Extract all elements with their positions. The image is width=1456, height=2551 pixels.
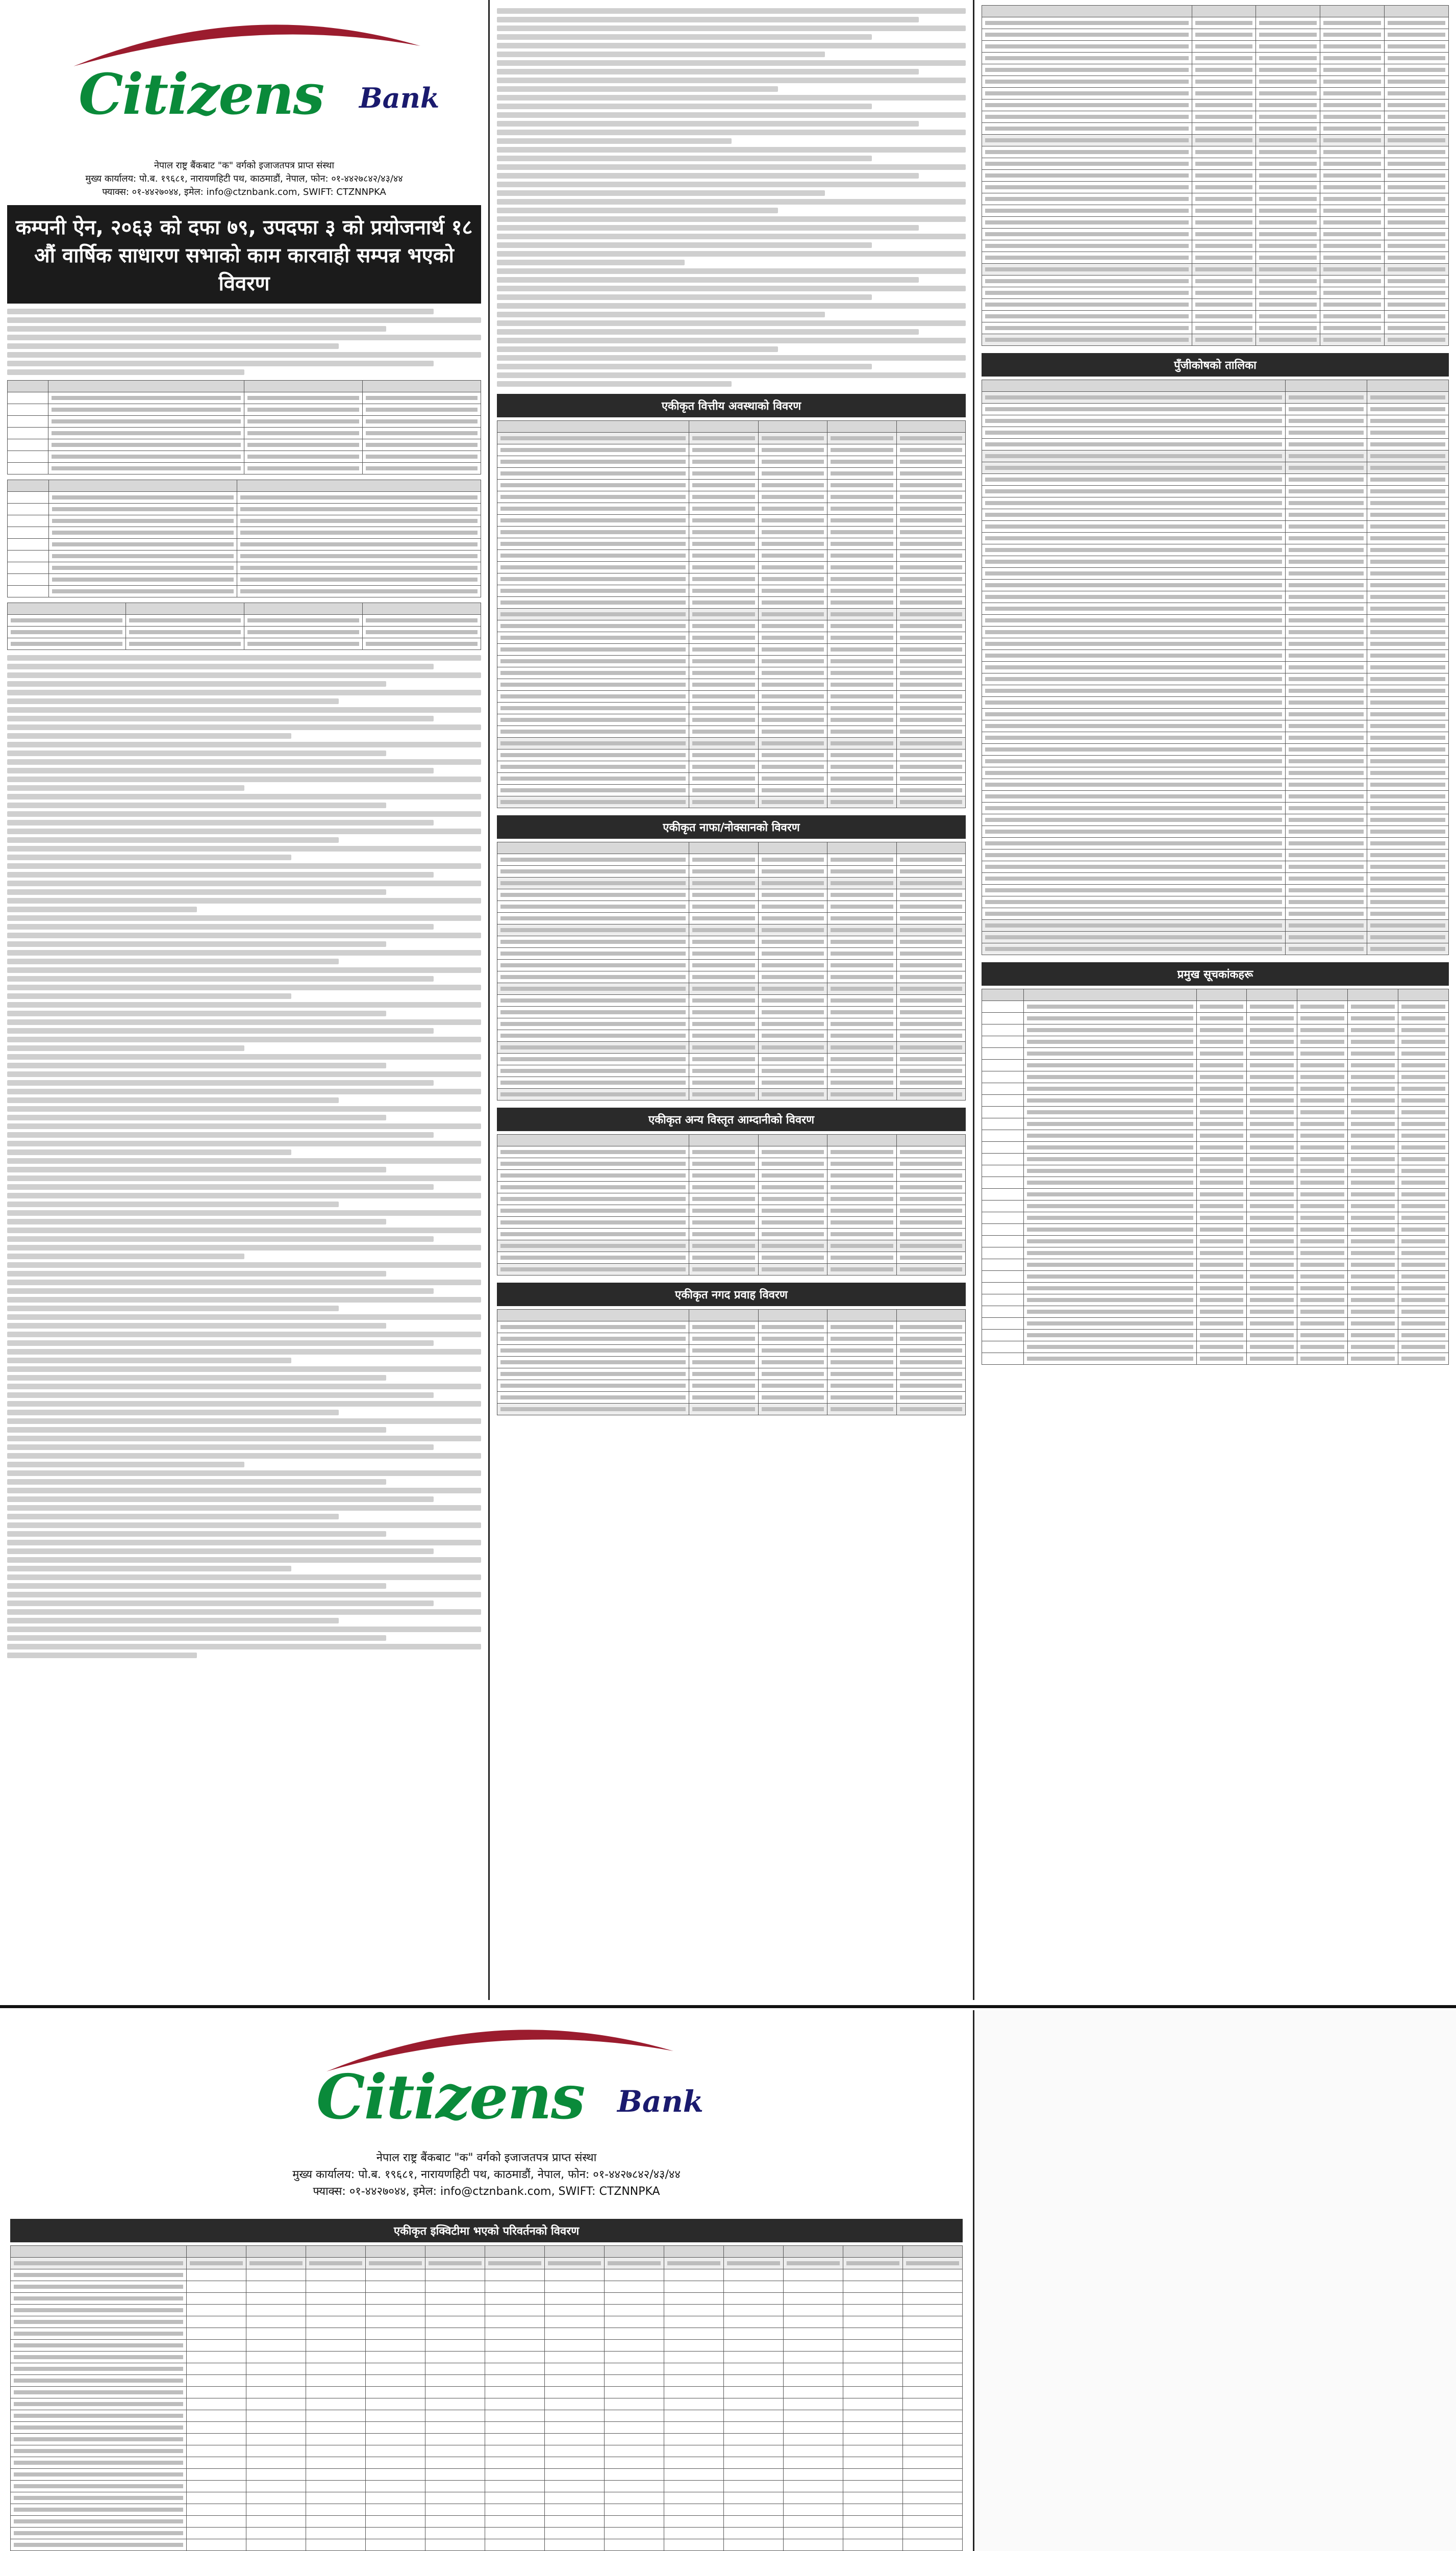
- income-statement-heading: एकीकृत नाफा/नोक्सानको विवरण: [497, 815, 966, 839]
- equity-changes-heading: एकीकृत इक्विटीमा भएको परिवर्तनको विवरण: [10, 2219, 963, 2242]
- cash-flow-table: [497, 1309, 966, 1415]
- logo-suffix: Bank: [617, 2084, 704, 2119]
- balance-sheet-heading: एकीकृत वित्तीय अवस्थाको विवरण: [497, 394, 966, 417]
- board-members-table: [7, 380, 481, 474]
- comprehensive-income-heading: एकीकृत अन्य विस्तृत आम्दानीको विवरण: [497, 1108, 966, 1131]
- resolutions-text: [7, 655, 481, 1658]
- contact-line: फ्याक्स: ०१-४४२७०४४, इमेल: info@ctznbank.com, SWIFT: CTZNNPKA: [313, 2185, 660, 2198]
- distributable-profit-table: [982, 5, 1449, 346]
- bank-logo: [7, 5, 481, 158]
- logo-wordmark: Citizens: [79, 61, 324, 127]
- shareholding-table: [7, 603, 481, 650]
- logo-suffix: Bank: [359, 82, 440, 114]
- key-indicators-table: [982, 989, 1449, 1365]
- capital-adequacy-table: [982, 380, 1449, 955]
- cash-flow-heading: एकीकृत नगद प्रवाह विवरण: [497, 1283, 966, 1306]
- bottom-sheet: [0, 2010, 1456, 2551]
- notice-title: कम्पनी ऐन, २०६३ को दफा ७९, उपदफा ३ को प्रयोजनार्थ १८ औं वार्षिक साधारण सभाको काम कारवाही सम्पन्न भएको विवरण: [7, 205, 481, 304]
- capital-adequacy-heading: पुँजीकोषको तालिका: [982, 353, 1449, 377]
- column-left: [0, 0, 490, 2000]
- agm-text-block: [7, 309, 481, 375]
- blank-area: [974, 2010, 1456, 2551]
- contact-line: फ्याक्स: ०१-४४२७०४४, इमेल: info@ctznbank.com, SWIFT: CTZNNPKA: [102, 187, 386, 197]
- column-right: [974, 0, 1456, 2000]
- logo-wordmark: Citizens: [316, 2061, 585, 2133]
- column-middle-text: [497, 8, 966, 387]
- license-line: नेपाल राष्ट्र बैंकबाट "क" वर्गको इजाजतपत्र प्राप्त संस्था: [154, 160, 335, 171]
- address-line: मुख्य कार्यालय: पो.ब. १९६८१, नारायणहिटी पथ, काठमाडौं, नेपाल, फोन: ०१-४४२७८४२/४३/४४: [85, 173, 403, 184]
- address-line: मुख्य कार्यालय: पो.ब. १९६८१, नारायणहिटी पथ, काठमाडौं, नेपाल, फोन: ०१-४४२७८४२/४३/४४: [292, 2168, 681, 2181]
- license-line: नेपाल राष्ट्र बैंकबाट "क" वर्गको इजाजतपत्र प्राप्त संस्था: [376, 2152, 597, 2164]
- equity-changes-table-group: [10, 2245, 963, 2551]
- balance-sheet-table: [497, 420, 966, 808]
- bank-logo-secondary: [10, 2015, 963, 2148]
- management-table: [7, 480, 481, 597]
- income-statement-table: [497, 842, 966, 1101]
- column-middle: [490, 0, 974, 2000]
- equity-changes-section: [0, 2010, 974, 2551]
- comprehensive-income-table: [497, 1134, 966, 1276]
- key-indicators-heading: प्रमुख सूचकांकहरू: [982, 962, 1449, 986]
